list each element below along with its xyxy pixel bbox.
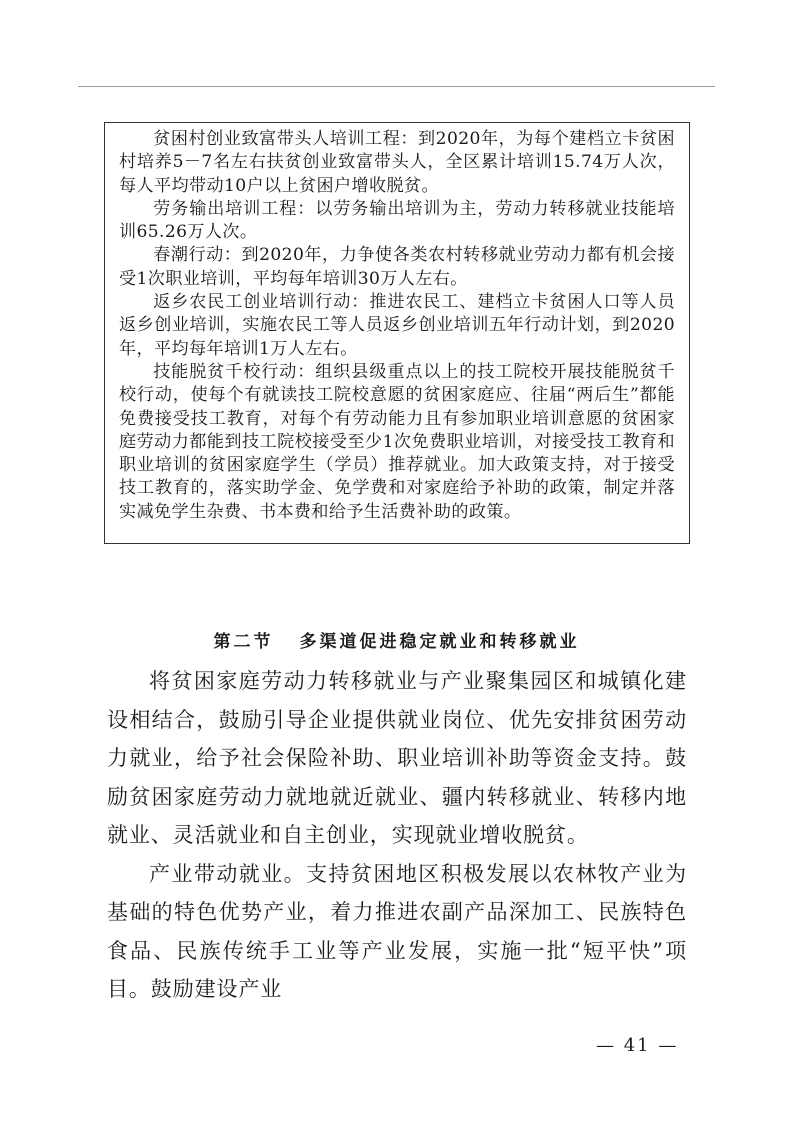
section-number: 第二节 xyxy=(213,632,274,652)
box-paragraph: 春潮行动：到2020年，力争使各类农村转移就业劳动力都有机会接受1次职业培训，平均每年培训30万人左右。 xyxy=(119,245,675,289)
training-programs-box xyxy=(104,122,690,544)
body-paragraph: 产业带动就业。支持贫困地区积极发展以农林牧产业为基础的特色优势产业，着力推进农副产品深加工、民族特色食品、民族传统手工业等产业发展，实施一批“短平快”项目。鼓励建设产业 xyxy=(107,861,687,1001)
box-paragraph: 返乡农民工创业培训行动：推进农民工、建档立卡贫困人口等人员返乡创业培训，实施农民工等人员返乡创业培训五年行动计划，到2020年，平均每年培训1万人左右。 xyxy=(119,292,675,359)
header-rule xyxy=(78,86,715,87)
section-title: 多渠道促进稳定就业和转移就业 xyxy=(299,632,580,652)
box-paragraph: 贫困村创业致富带头人培训工程：到2020年，为每个建档立卡贫困村培养5－7名左右扶贫创业致富带头人，全区累计培训15.74万人次，每人平均带动10户以上贫困户增收脱贫。 xyxy=(119,129,675,196)
page-number: — 41 — xyxy=(596,1035,679,1056)
body-text xyxy=(107,662,687,1009)
body-paragraph: 将贫困家庭劳动力转移就业与产业聚集园区和城镇化建设相结合，鼓励引导企业提供就业岗位、优先安排贫困劳动力就业，给予社会保险补助、职业培训补助等资金支持。鼓励贫困家庭劳动力就地就近就业、疆内转移就业、转移内地就业、灵活就业和自主创业，实现就业增收脱贫。 xyxy=(107,669,687,847)
box-paragraph: 技能脱贫千校行动：组织县级重点以上的技工院校开展技能脱贫千校行动，使每个有就读技工院校意愿的贫困家庭应、往届“两后生”都能免费接受技工教育，对每个有劳动能力且有参加职业培训意愿的贫困家庭劳动力都能到技工院校接受至少1次免费职业培训，对接受技工教育和职业培训的贫困家庭学生（学员）推荐就业。加大政策支持，对于接受技工教育的，落实助学金、免学费和对家庭给予补助的政策，制定并落实减免学生杂费、书本费和给予生活费补助的政策。 xyxy=(119,361,675,522)
box-paragraph: 劳务输出培训工程：以劳务输出培训为主，劳动力转移就业技能培训65.26万人次。 xyxy=(119,198,675,243)
section-heading xyxy=(0,627,793,652)
